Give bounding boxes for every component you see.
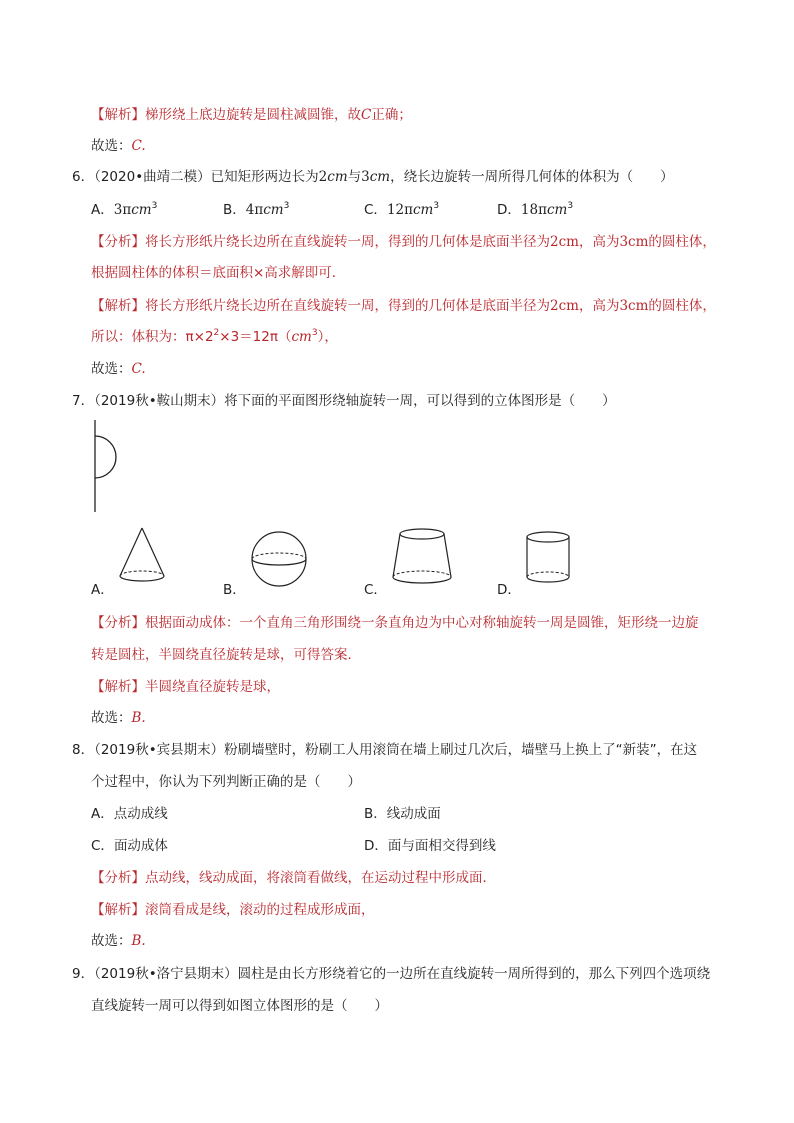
cone-figure	[115, 525, 171, 585]
jiexi-tag: 【解析】	[91, 298, 145, 314]
semicircle-axis-figure	[86, 418, 126, 514]
q8-option-d: D．面与面相交得到线	[364, 838, 496, 854]
q8-stem-line1: 8．（2019秋•宾县期末）粉刷墙壁时，粉刷工人用滚筒在墙上刷过几次后，墙壁马上换上了“新装”，在这	[72, 742, 698, 758]
q8-stem-line2: 个过程中，你认为下列判断正确的是（ ）	[91, 774, 361, 790]
fenxi-tag: 【分析】	[91, 615, 145, 631]
q7-stem: 7．（2019秋•鞍山期末）将下面的平面图形绕轴旋转一周，可以得到的立体图形是（ ）	[72, 393, 616, 409]
q6-option-b: B．4πcm$^3$	[223, 201, 290, 218]
q7-option-d-label: D．	[497, 582, 521, 598]
q5-answer-line: 故选：C.	[91, 138, 146, 154]
q7-fenxi-line1: 【分析】根据面动成体：一个直角三角形围绕一条直角边为中心对称轴旋转一周是圆锥，矩形绕一边旋	[91, 615, 699, 631]
q8-jiexi-line: 【解析】滚筒看成是线，滚动的过程成形成面，	[91, 902, 375, 918]
answer-value: B.	[131, 710, 146, 726]
jiexi-tag: 【解析】	[91, 679, 145, 695]
question-number: 9．	[72, 966, 95, 982]
q9-stem-line1: 9．（2019秋•洛宁县期末）圆柱是由长方形绕着它的一边所在直线旋转一周所得到的，那么下列四个选项绕	[72, 966, 711, 982]
answer-value: B.	[131, 933, 146, 949]
question-source: （2019秋•宾县期末）	[94, 742, 225, 758]
q6-fenxi-line2: 根据圆柱体的体积＝底面积×高求解即可．	[91, 265, 346, 281]
answer-value: C.	[131, 361, 146, 377]
question-source: （2019秋•鞍山期末）	[94, 393, 225, 409]
question-number: 8．	[72, 742, 95, 758]
frustum-figure	[390, 526, 454, 586]
q6-option-c: C．12πcm$^3$	[364, 201, 440, 218]
q9-stem-line2: 直线旋转一周可以得到如图立体图形的是（ ）	[91, 998, 388, 1014]
q8-option-b: B．线动成面	[364, 806, 441, 822]
q6-option-d: D．18πcm$^3$	[497, 201, 574, 218]
q6-jiexi-line2: 所以：体积为：$\pi\times 2^2\times 3=12\pi(cm^3)$，	[91, 328, 338, 345]
question-number: 6．	[72, 169, 95, 185]
question-source: （2019秋•洛宁县期末）	[94, 966, 238, 982]
q6-stem: 6．（2020•曲靖二模）已知矩形两边长为2cm与3cm，绕长边旋转一周所得几何体的体积为（ ）	[72, 169, 674, 185]
fenxi-tag: 【分析】	[91, 234, 145, 250]
q7-option-a-label: A．	[91, 582, 114, 598]
q8-option-a: A．点动成线	[91, 806, 168, 822]
q6-answer-line: 故选：C.	[91, 361, 146, 377]
sphere-figure	[249, 529, 309, 589]
q7-option-c-label: C．	[364, 582, 387, 598]
fenxi-tag: 【分析】	[91, 870, 145, 886]
q8-answer-line: 故选：B.	[91, 933, 146, 949]
cylinder-figure	[523, 530, 573, 586]
question-number: 7．	[72, 393, 95, 409]
jiexi-tag: 【解析】	[91, 107, 145, 123]
question-source: （2020•曲靖二模）	[94, 169, 211, 185]
q8-option-c: C．面动成体	[91, 838, 168, 854]
q6-fenxi-line1: 【分析】将长方形纸片绕长边所在直线旋转一周，得到的几何体是底面半径为2cm，高为3cm的圆柱体，	[91, 234, 716, 250]
q6-option-a: A．3πcm$^3$	[91, 201, 158, 218]
q7-jiexi-line: 【解析】半圆绕直径旋转是球，	[91, 679, 280, 695]
q7-option-b-label: B．	[223, 582, 246, 598]
q7-fenxi-line2: 转是圆柱，半圆绕直径旋转是球，可得答案．	[91, 647, 361, 663]
answer-value: C.	[131, 138, 146, 154]
q7-answer-line: 故选：B.	[91, 710, 146, 726]
q8-fenxi-line: 【分析】点动线，线动成面，将滚筒看做线，在运动过程中形成面．	[91, 870, 496, 886]
q6-jiexi-line1: 【解析】将长方形纸片绕长边所在直线旋转一周，得到的几何体是底面半径为2cm，高为3cm的圆柱体，	[91, 298, 716, 314]
q5-analysis-line: 【解析】梯形绕上底边旋转是圆柱减圆锥，故C正确；	[91, 107, 412, 123]
jiexi-tag: 【解析】	[91, 902, 145, 918]
